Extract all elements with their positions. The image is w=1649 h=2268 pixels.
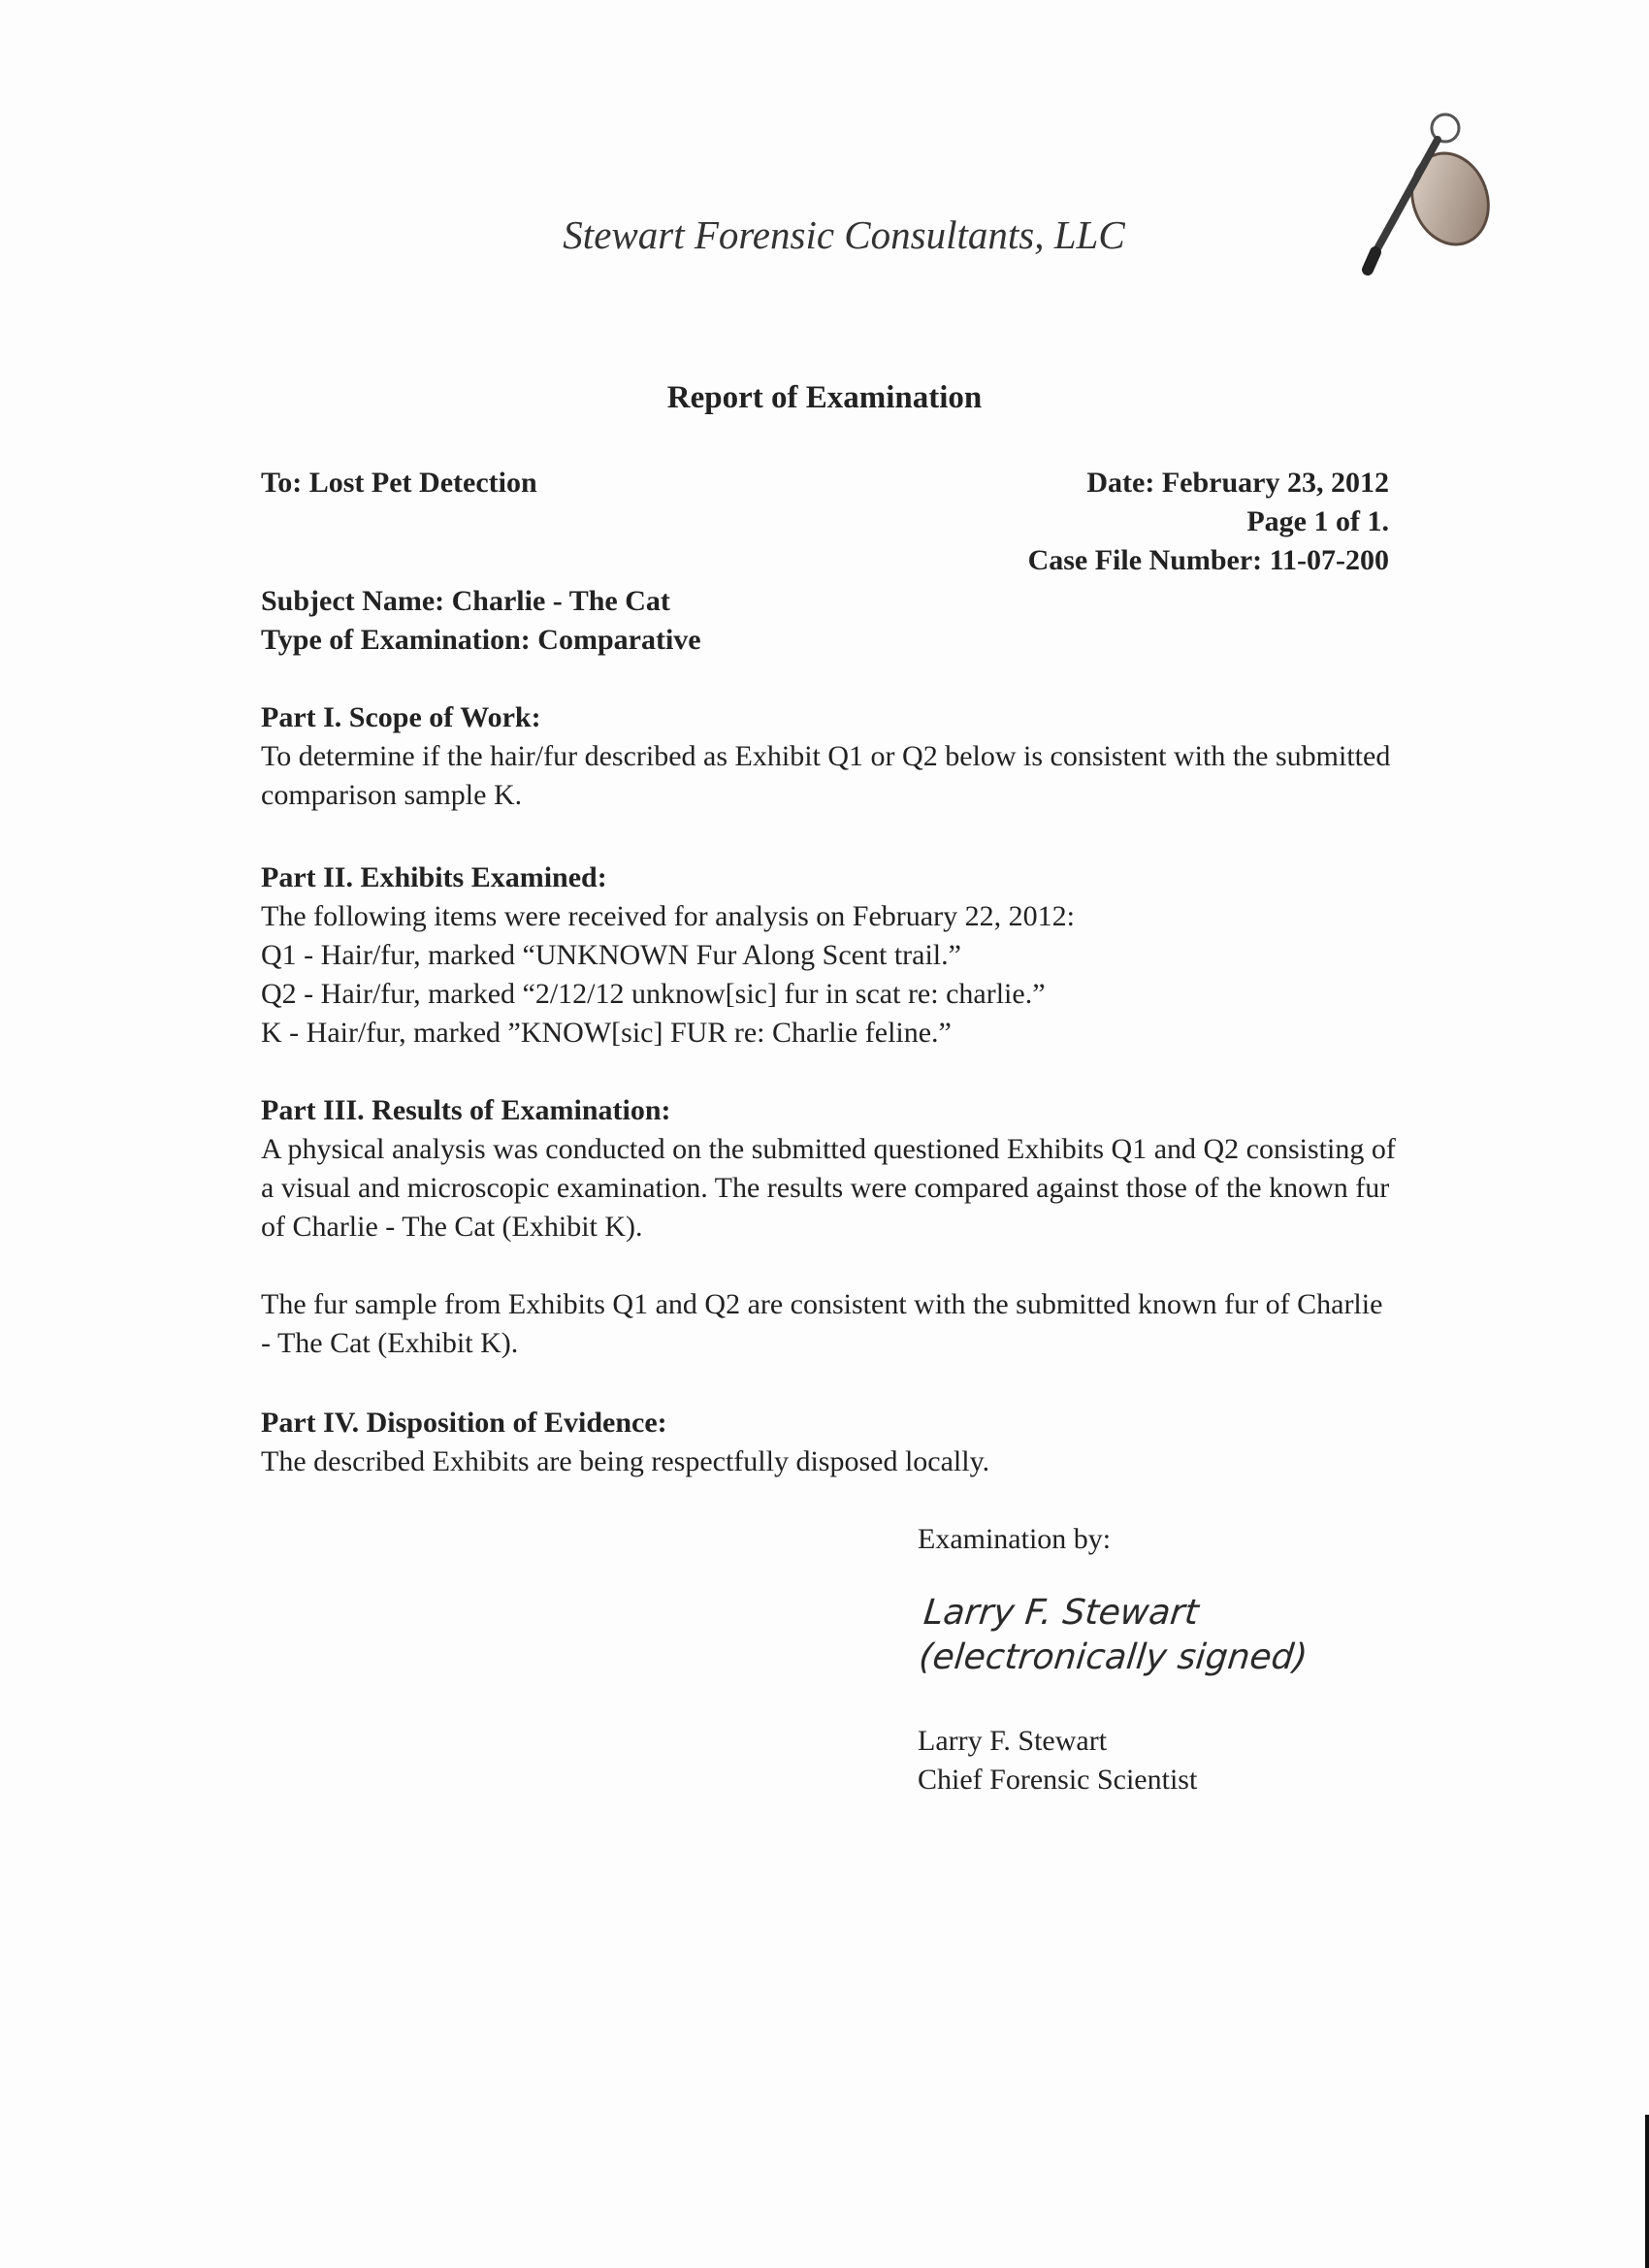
exhibit-item: Q2 - Hair/fur, marked “2/12/12 unknow[sic] fur in scat re: charlie.” [261,978,1046,1010]
signer-name: Larry F. Stewart [918,1725,1108,1757]
part-3-paragraph: A physical analysis was conducted on the submitted questioned Exhibits Q1 and Q2 consisting of a visual and microscopic examination. The results were compared against those of the known fur of Charlie - The Cat (Exhibit K). [261,1133,1396,1243]
company-letterhead: Stewart Forensic Consultants, LLC [563,212,1125,257]
exhibit-item: K - Hair/fur, marked ”KNOW[sic] FUR re: Charlie feline.” [261,1017,952,1049]
examination-by-label: Examination by: [918,1523,1112,1555]
page-number: Page 1 of 1. [1246,505,1389,537]
recipient: To: Lost Pet Detection [261,467,537,499]
part-4-section [261,1404,1396,1481]
signature-note: (electronically signed) [917,1637,1310,1677]
report-date: Date: February 23, 2012 [1086,467,1389,499]
magnifying-glass-icon [1358,107,1504,281]
part-4-heading: Part IV. Disposition of Evidence: [261,1407,667,1439]
part-2-heading: Part II. Exhibits Examined: [261,861,607,893]
part-2-section [261,859,1396,1053]
part-1-heading: Part I. Scope of Work: [261,701,541,733]
signer-title: Chief Forensic Scientist [918,1764,1198,1796]
part-3-heading: Part III. Results of Examination: [261,1094,671,1126]
case-file-number: Case File Number: 11-07-200 [1027,544,1389,576]
examination-type: Type of Examination: Comparative [261,624,701,656]
signature-line: Larry F. Stewart [922,1593,1201,1633]
report-title: Report of Examination [666,380,983,415]
part-4-body: The described Exhibits are being respectfully disposed locally. [261,1445,990,1477]
part-3-paragraph: The fur sample from Exhibits Q1 and Q2 are consistent with the submitted known fur of Charlie - The Cat (Exhibit K). [261,1288,1383,1359]
signer-block [918,1722,1197,1799]
part-2-intro: The following items were received for analysis on February 22, 2012: [261,900,1075,932]
scan-edge-mark [1645,2115,1649,2268]
part-1-body: To determine if the hair/fur described as Exhibit Q1 or Q2 below is consistent with the submitted comparison sample K. [261,740,1391,811]
subject-name: Subject Name: Charlie - The Cat [261,585,670,617]
handwritten-signature [917,1591,1314,1680]
part-3-section [261,1091,1396,1363]
part-1-section [261,698,1396,815]
exhibit-item: Q1 - Hair/fur, marked “UNKNOWN Fur Along Scent trail.” [261,939,961,971]
